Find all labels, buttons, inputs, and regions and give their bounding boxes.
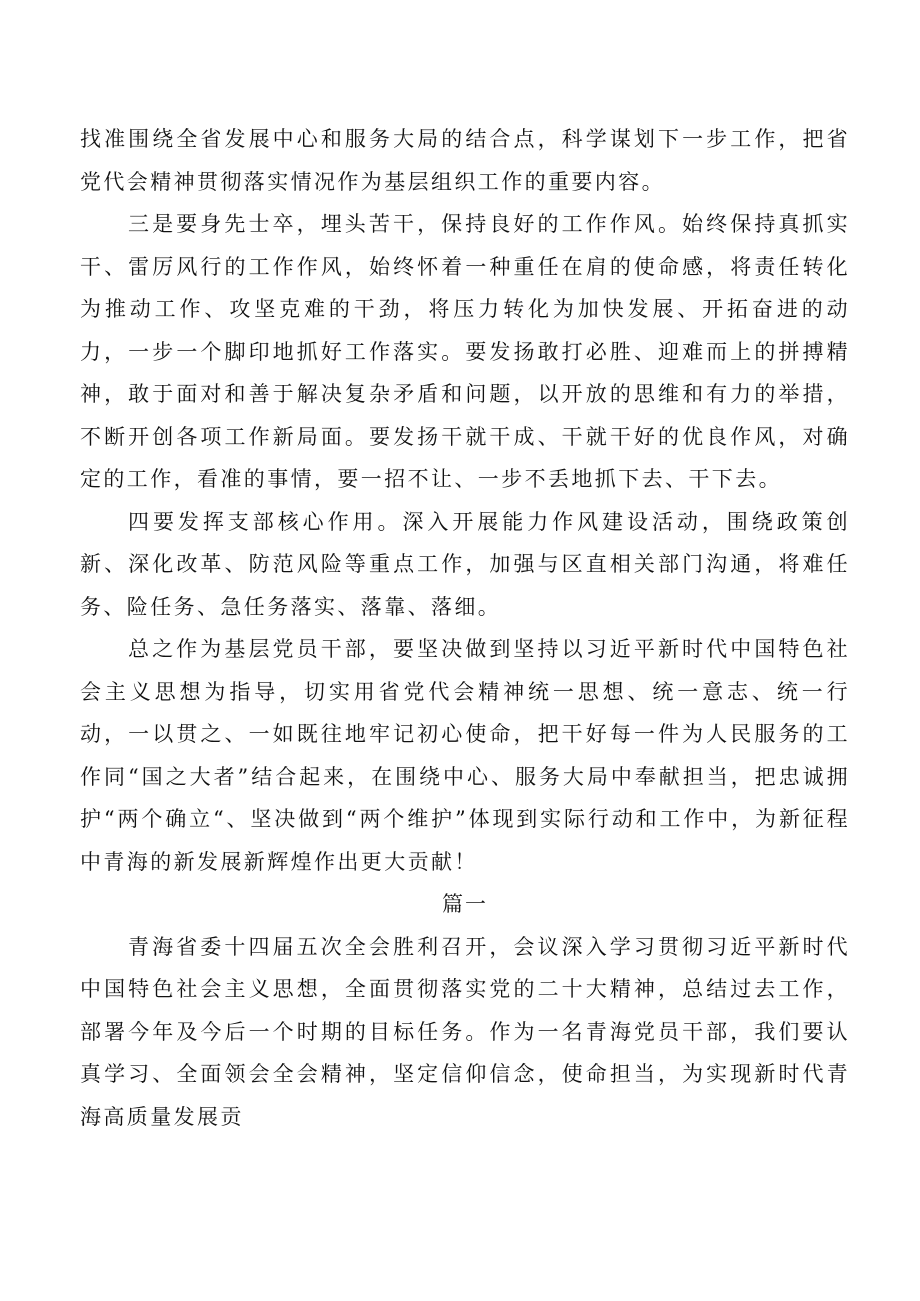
paragraph-3: 四要发挥支部核心作用。深入开展能力作风建设活动，围绕政策创新、深化改革、防范风险等重点工作，加强与区直相关部门沟通，将难任务、险任务、急任务落实、落靠、落细。 — [80, 509, 850, 619]
paragraph-1: 找准围绕全省发展中心和服务大局的结合点，科学谋划下一步工作，把省党代会精神贯彻落实情况作为基层组织工作的重要内容。 — [80, 127, 850, 194]
paragraph-4: 总之作为基层党员干部，要坚决做到坚持以习近平新时代中国特色社会主义思想为指导，切实用省党代会精神统一思想、统一意志、统一行动，一以贯之、一如既往地牢记初心使命，把干好每一件为人民服务的工作同“国之大者”结合起来，在围绕中心、服务大局中奉献担当，把忠诚拥护“两个确立“、坚决做到“两个维护”体现到实际行动和工作中，为新征程中青海的新发展新辉煌作出更大贡献！ — [80, 637, 850, 874]
paragraph-5: 青海省委十四届五次全会胜利召开，会议深入学习贯彻习近平新时代中国特色社会主义思想，全面贯彻落实党的二十大精神，总结过去工作，部署今年及今后一个时期的目标任务。作为一名青海党员干部，我们要认真学习、全面领会全会精神，坚定信仰信念，使命担当，为实现新时代青海高质量发展贡 — [80, 934, 850, 1129]
section-title: 篇一 — [442, 892, 488, 916]
paragraph-2: 三是要身先士卒，埋头苦干，保持良好的工作作风。始终保持真抓实干、雷厉风行的工作作风，始终怀着一种重任在肩的使命感，将责任转化为推动工作、攻坚克难的干劲，将压力转化为加快发展、开拓奋进的动力，一步一个脚印地抓好工作落实。要发扬敢打必胜、迎难而上的拼搏精神，敢于面对和善于解决复杂矛盾和问题，以开放的思维和有力的举措，不断开创各项工作新局面。要发扬干就干成、干就干好的优良作风，对确定的工作，看准的事情，要一招不让、一步不丢地抓下去、干下去。 — [80, 212, 850, 491]
document-body — [80, 118, 850, 1138]
